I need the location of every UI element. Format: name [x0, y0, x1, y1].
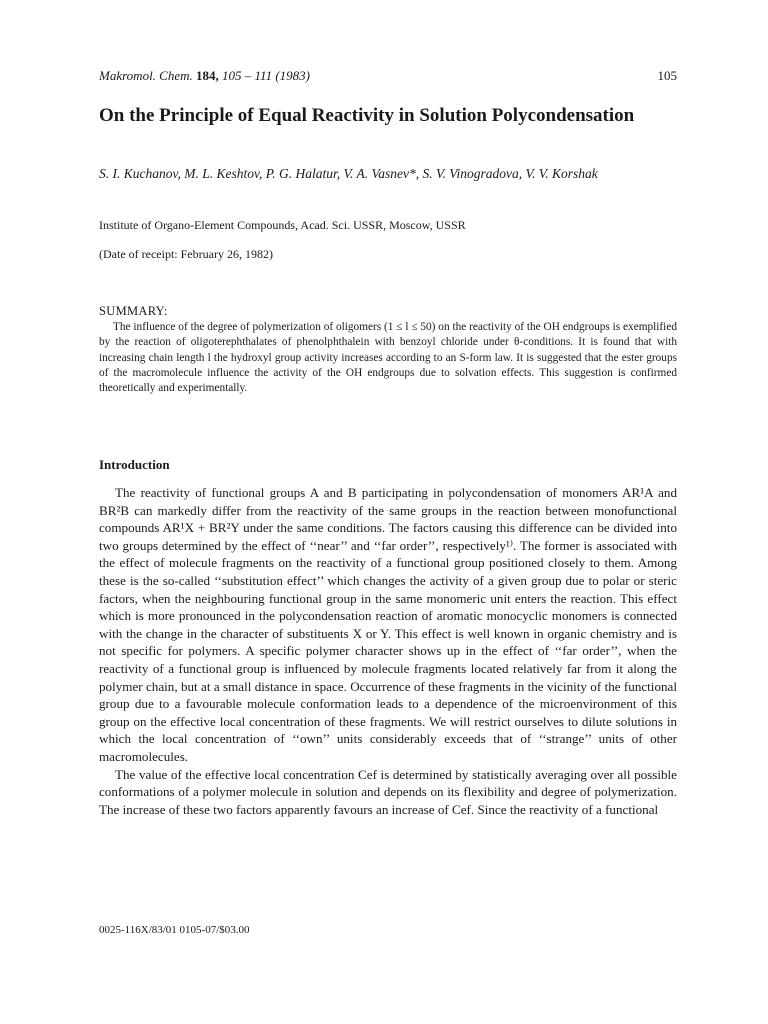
- introduction-heading: Introduction: [99, 457, 170, 472]
- summary-text: The influence of the degree of polymerization of oligomers (1 ≤ l ≤ 50) on the reactivity of the OH endgroups is exemplified by the reaction of oligoterephthalates of phenolphthalein with benzoyl chloride under θ-conditions. It is found that with increasing chain length l the hydroxyl group activity increases according to an S-form law. It is suggested that the ester groups of the macromolecule influence the activity of the OH endgroups due to solvation effects. This suggestion is confirmed theoretically and experimentally.: [99, 321, 677, 395]
- summary-heading: SUMMARY:: [99, 304, 168, 318]
- running-head: [99, 68, 677, 84]
- body-paragraph: The value of the effective local concentration Cef is determined by statistically averaging over all possible conformations of a polymer molecule in solution and depends on its flexibility and degree of polymerization. The increase of these two factors apparently favours an increase of Cef. Since the reactivity of a functional: [99, 766, 677, 817]
- page-number: 105: [657, 68, 677, 83]
- affiliation: Institute of Organo-Element Compounds, Acad. Sci. USSR, Moscow, USSR: [99, 218, 466, 232]
- journal-volume: 184,: [196, 68, 219, 83]
- journal-name: Makromol. Chem.: [99, 68, 193, 83]
- body-paragraph: The reactivity of functional groups A and B participating in polycondensation of monomers AR¹A and BR²B can markedly differ from the reactivity of the same groups in the reaction between monofunctional compounds AR¹X + BR²Y under the same conditions. The factors causing this difference can be divided into two groups determined by the effect of ‘‘near’’ and ‘‘far order’’, respectively¹⁾. The former is associated with the effect of molecule fragments on the reactivity of a functional group positioned closely to them. Among these is the so-called ‘‘substitution effect’’ which changes the activity of a given group due to polar or steric factors, when the neighbouring functional group in the same monomeric unit enters the reaction. This effect which is more pronounced in the polycondensation reaction of aromatic monocyclic monomers is connected with the change in the character of substituents X or Y. This effect is well known in organic chemistry and is not specific for polymers. A specific polymer character shows up in the effect of ‘‘far order’’, when the reactivity of a functional group is influenced by molecule fragments located relatively far from it along the polymer chain, but at a small distance in space. Occurrence of these fragments in the vicinity of the functional group due to a favourable molecule conformation leads to a dependence of the microenvironment of this group on the effective local concentration of these fragments. We will restrict ourselves to dilute solutions in which the local concentration of ‘‘own’’ units considerably exceeds that of ‘‘strange’’ units of other macromolecules.: [99, 485, 677, 764]
- issn-footer: 0025-116X/83/01 0105-07/$03.00: [99, 924, 250, 936]
- date-of-receipt: (Date of receipt: February 26, 1982): [99, 247, 273, 261]
- author-list: S. I. Kuchanov, M. L. Keshtov, P. G. Halatur, V. A. Vasnev*, S. V. Vinogradova, V. V. Korshak: [99, 166, 598, 181]
- introduction-body: [99, 484, 677, 818]
- journal-pages-year: 105 – 111 (1983): [222, 68, 310, 83]
- article-title: On the Principle of Equal Reactivity in Solution Polycondensation: [99, 105, 635, 126]
